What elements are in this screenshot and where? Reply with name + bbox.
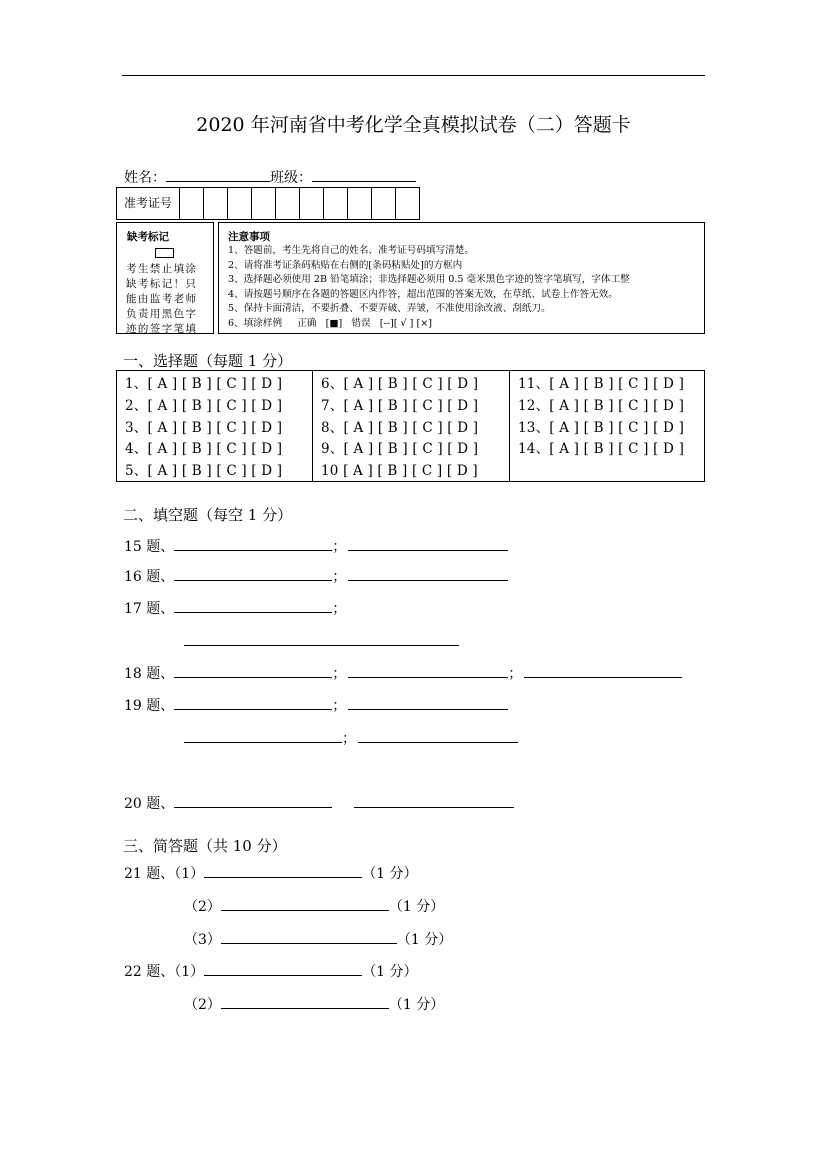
- question-19-row: 19 题、 ；: [124, 695, 508, 715]
- section1-title: 一、选择题（每题 1 分）: [123, 352, 293, 370]
- correct-sample-mark: [■]: [325, 317, 343, 329]
- question-19-row-2: ；: [184, 728, 518, 748]
- section3-title: 三、简答题（共 10 分）: [123, 837, 287, 855]
- question-21-part3: （3） （1 分）: [184, 929, 452, 949]
- answer-blank[interactable]: [221, 896, 389, 911]
- answer-blank[interactable]: [204, 961, 362, 976]
- choice-item[interactable]: 13、[ A ] [ B ] [ C ] [ D ]: [518, 419, 685, 436]
- absent-mark-checkbox[interactable]: [155, 248, 174, 258]
- question-22-part1: 22 题、（1） （1 分）: [124, 961, 418, 981]
- section2-title: 二、填空题（每空 1 分）: [123, 506, 293, 524]
- name-label: 姓名：: [124, 170, 166, 186]
- class-field[interactable]: [312, 167, 416, 182]
- question-22-part2: （2） （1 分）: [184, 994, 444, 1014]
- name-field[interactable]: [166, 167, 270, 182]
- exam-id-digit-cell[interactable]: [276, 188, 300, 219]
- answer-blank[interactable]: [174, 663, 332, 678]
- exam-id-digit-cell[interactable]: [228, 188, 252, 219]
- exam-id-digit-cell[interactable]: [348, 188, 372, 219]
- answer-blank[interactable]: [358, 728, 518, 743]
- note-item-sample: 6、填涂样例 正确 [■] 错误 [--][ √ ] [×]: [228, 317, 432, 329]
- choice-item[interactable]: 12、[ A ] [ B ] [ C ] [ D ]: [518, 397, 685, 414]
- top-rule: [122, 75, 705, 76]
- choice-item[interactable]: 10 [ A ] [ B ] [ C ] [ D ]: [321, 463, 478, 480]
- answer-blank[interactable]: [184, 631, 459, 646]
- answer-blank[interactable]: [348, 566, 508, 581]
- score-note: （1 分）: [388, 997, 445, 1013]
- question-17-row: 17 题、 ；: [124, 598, 346, 618]
- question-15-row: 15 题、 ；: [124, 536, 508, 556]
- score-note: （1 分）: [396, 932, 453, 948]
- note-item: 3、选择题必须使用 2B 铅笔填涂；非选择题必须用 0.5 毫米黑色字迹的签字笔填写，字体工整: [228, 274, 630, 285]
- choice-column: [510, 371, 704, 481]
- note-item: 5、保持卡面清洁，不要折叠、不要弄破、弄皱，不准使用涂改液、刮纸刀。: [228, 303, 551, 314]
- wrong-sample-marks: [--][ √ ] [×]: [379, 317, 432, 329]
- page-title: 2020 年河南省中考化学全真模拟试卷（二）答题卡: [196, 114, 631, 136]
- score-note: （1 分）: [362, 866, 418, 882]
- answer-blank[interactable]: [174, 695, 332, 710]
- question-18-row: 18 题、 ； ；: [124, 663, 682, 683]
- choice-item[interactable]: 4、[ A ] [ B ] [ C ] [ D ]: [125, 441, 283, 458]
- question-21-part2: （2） （1 分）: [184, 896, 444, 916]
- note-item: 2、请将准考证条码粘贴在右侧的[条码粘贴处]的方框内: [228, 259, 463, 271]
- name-class-row: [124, 167, 416, 187]
- exam-id-digit-cell[interactable]: [372, 188, 396, 219]
- answer-blank[interactable]: [354, 793, 514, 808]
- answer-blank[interactable]: [174, 793, 332, 808]
- absent-mark-panel: [116, 222, 214, 334]
- choice-item[interactable]: 6、[ A ] [ B ] [ C ] [ D ]: [321, 376, 479, 392]
- answer-blank[interactable]: [348, 695, 508, 710]
- notes-title: 注意事项: [228, 231, 270, 243]
- choice-item[interactable]: 11、[ A ] [ B ] [ C ] [ D ]: [518, 376, 685, 392]
- answer-blank[interactable]: [184, 728, 342, 743]
- choice-item[interactable]: 7、[ A ] [ B ] [ C ] [ D ]: [321, 397, 479, 414]
- exam-id-digit-cell[interactable]: [300, 188, 324, 219]
- score-note: （1 分）: [388, 899, 445, 915]
- question-18-label: 18 题、: [124, 666, 175, 682]
- choice-item[interactable]: 2、[ A ] [ B ] [ C ] [ D ]: [125, 397, 283, 414]
- answer-blank[interactable]: [221, 994, 389, 1009]
- question-22-label: 22 题、: [124, 964, 175, 980]
- choice-item[interactable]: 14、[ A ] [ B ] [ C ] [ D ]: [518, 441, 685, 458]
- exam-id-digit-cell[interactable]: [396, 188, 419, 219]
- note-item: 4、请按题号顺序在各题的答题区内作答，超出范围的答案无效，在草纸、试卷上作答无效。: [228, 288, 618, 300]
- exam-id-grid: [116, 187, 420, 220]
- exam-id-digit-cell[interactable]: [252, 188, 276, 219]
- score-note: （1 分）: [362, 964, 418, 980]
- note-item: 1、答题前，考生先将自己的姓名、准考证号码填写清楚。: [228, 245, 474, 256]
- question-21-part1: 21 题、（1） （1 分）: [124, 863, 418, 883]
- answer-blank[interactable]: [524, 663, 682, 678]
- answer-blank[interactable]: [221, 929, 397, 944]
- answer-blank[interactable]: [174, 598, 332, 613]
- exam-id-digit-cell[interactable]: [180, 188, 204, 219]
- choice-item[interactable]: 1、[ A ] [ B ] [ C ] [ D ]: [125, 376, 283, 392]
- answer-blank[interactable]: [348, 536, 508, 551]
- question-20-row: [124, 793, 514, 813]
- choice-item[interactable]: 3、[ A ] [ B ] [ C ] [ D ]: [125, 419, 283, 436]
- choice-answer-grid: [116, 370, 705, 482]
- choice-item[interactable]: 5、[ A ] [ B ] [ C ] [ D ]: [125, 463, 283, 480]
- question-17-label: 17 题、: [124, 601, 175, 617]
- answer-blank[interactable]: [174, 566, 332, 581]
- notes-panel: [218, 222, 705, 334]
- absent-mark-instructions: 考生禁止填涂 缺考标记！只 能由监考老师 负责用黑色字 迹的签字笔填: [126, 263, 198, 335]
- choice-column: [313, 371, 510, 481]
- answer-blank[interactable]: [174, 536, 332, 551]
- question-19-label: 19 题、: [124, 698, 175, 714]
- answer-blank[interactable]: [348, 663, 508, 678]
- exam-id-digit-cell[interactable]: [204, 188, 228, 219]
- question-20-label: 20 题、: [124, 796, 175, 812]
- class-label: 班级：: [270, 170, 312, 186]
- question-16-label: 16 题、: [124, 569, 175, 585]
- question-21-label: 21 题、: [124, 866, 175, 882]
- choice-item[interactable]: 9、[ A ] [ B ] [ C ] [ D ]: [321, 441, 479, 458]
- question-16-row: 16 题、 ；: [124, 566, 508, 586]
- choice-item[interactable]: 8、[ A ] [ B ] [ C ] [ D ]: [321, 419, 479, 436]
- question-15-label: 15 题、: [124, 539, 175, 555]
- absent-mark-title: 缺考标记: [127, 231, 169, 243]
- answer-blank[interactable]: [204, 863, 362, 878]
- exam-id-digit-cell[interactable]: [324, 188, 348, 219]
- exam-id-label: 准考证号: [117, 188, 180, 219]
- choice-column: [117, 371, 313, 481]
